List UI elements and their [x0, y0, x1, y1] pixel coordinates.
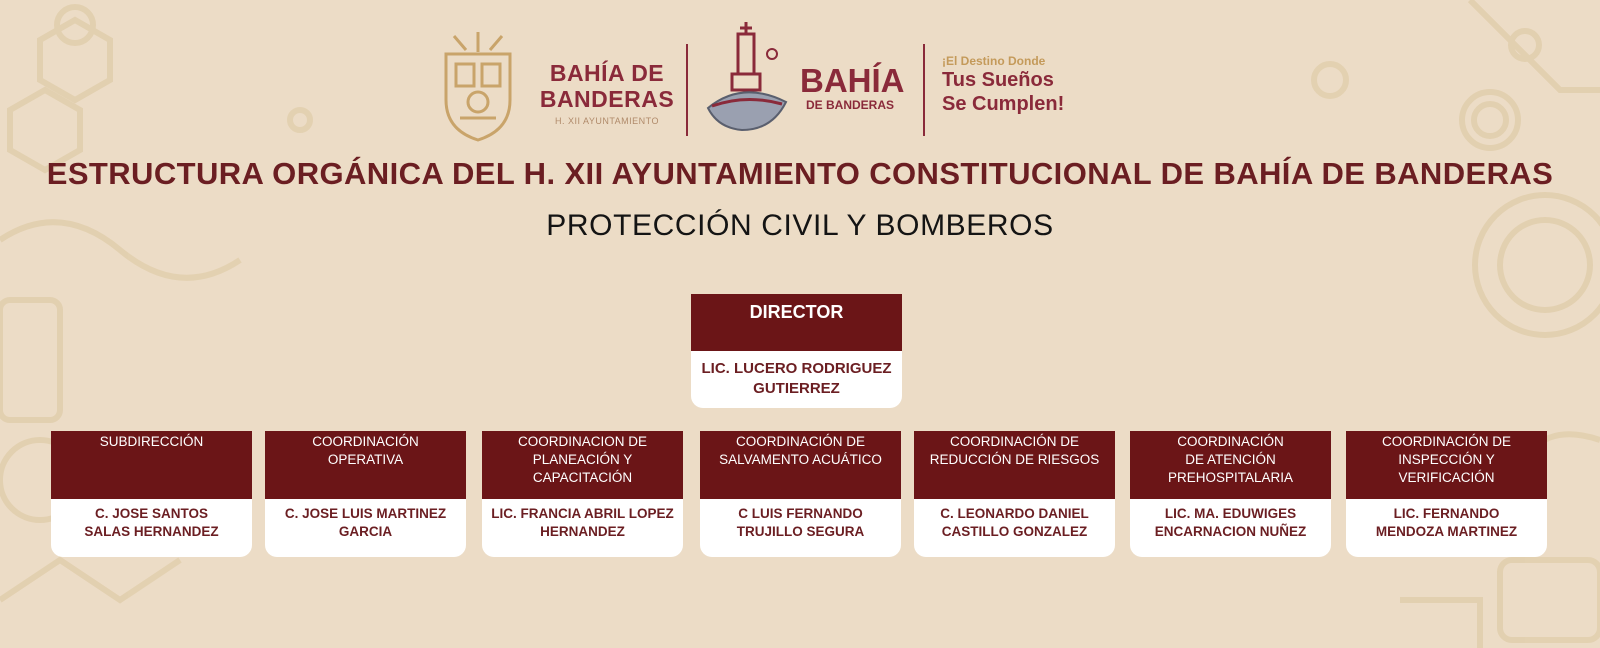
- divider: [923, 44, 925, 136]
- slogan-line: ¡El Destino Donde: [942, 54, 1046, 68]
- unit-role: COORDINACIÓN DE SALVAMENTO ACUÁTICO: [700, 431, 901, 499]
- unit-card-operativa: [265, 431, 466, 557]
- tourism-wordmark: [800, 62, 905, 112]
- unit-role: COORDINACIÓN DE REDUCCIÓN DE RIESGOS: [914, 431, 1115, 499]
- slogan: [942, 54, 1092, 116]
- unit-name: LIC. MA. EDUWIGES ENCARNACION NUÑEZ: [1154, 506, 1307, 539]
- wordmark-line: BAHÍA DE: [549, 60, 665, 86]
- unit-role: COORDINACIÓN DE INSPECCIÓN Y VERIFICACIÓN: [1346, 431, 1547, 499]
- unit-role: COORDINACION DE PLANEACIÓN Y CAPACITACIÓN: [482, 431, 683, 499]
- slogan-line: Se Cumplen!: [942, 93, 1065, 115]
- unit-card-riesgos: [914, 431, 1115, 557]
- unit-card-subdireccion: [51, 431, 252, 557]
- unit-name: LIC. FERNANDO MENDOZA MARTINEZ: [1375, 506, 1518, 539]
- page-title: ESTRUCTURA ORGÁNICA DEL H. XII AYUNTAMIENTO CONSTITUCIONAL DE BAHÍA DE BANDERAS: [46, 156, 1554, 191]
- hexagon-motif: [40, 20, 110, 100]
- unit-card-prehospitalaria: [1130, 431, 1331, 557]
- unit-name: C LUIS FERNANDO TRUJILLO SEGURA: [736, 506, 865, 539]
- unit-role: COORDINACIÓN DE ATENCIÓN PREHOSPITALARIA: [1130, 431, 1331, 499]
- header-logos: [440, 20, 1100, 150]
- divider: [686, 44, 688, 136]
- unit-card-planeacion: [482, 431, 683, 557]
- unit-card-inspeccion: [1346, 431, 1547, 557]
- municipal-shield-icon: [440, 30, 516, 142]
- wordmark-line: BANDERAS: [539, 86, 675, 112]
- unit-role: SUBDIRECCIÓN: [51, 431, 252, 499]
- department-title: PROTECCIÓN CIVIL Y BOMBEROS: [546, 209, 1054, 242]
- municipality-wordmark: [532, 60, 682, 126]
- wordmark-line: BAHÍA: [800, 62, 905, 99]
- unit-name: C. JOSE LUIS MARTINEZ GARCIA: [284, 506, 447, 539]
- unit-card-salvamento: [700, 431, 901, 557]
- unit-name: C. JOSE SANTOS SALAS HERNANDEZ: [84, 506, 219, 539]
- director-role: DIRECTOR: [691, 294, 902, 351]
- director-name: LIC. LUCERO RODRIGUEZ GUTIERREZ: [701, 360, 892, 397]
- wordmark-caption: H. XII AYUNTAMIENTO: [554, 116, 659, 126]
- wordmark-caption: DE BANDERAS: [805, 98, 894, 112]
- unit-role: COORDINACIÓN OPERATIVA: [265, 431, 466, 499]
- unit-name: C. LEONARDO DANIEL CASTILLO GONZALEZ: [940, 506, 1089, 539]
- director-card: [691, 294, 902, 408]
- slogan-line: Tus Sueños: [942, 69, 1054, 91]
- unit-name: LIC. FRANCIA ABRIL LOPEZ HERNANDEZ: [491, 506, 674, 539]
- whale-lighthouse-icon: [702, 20, 794, 140]
